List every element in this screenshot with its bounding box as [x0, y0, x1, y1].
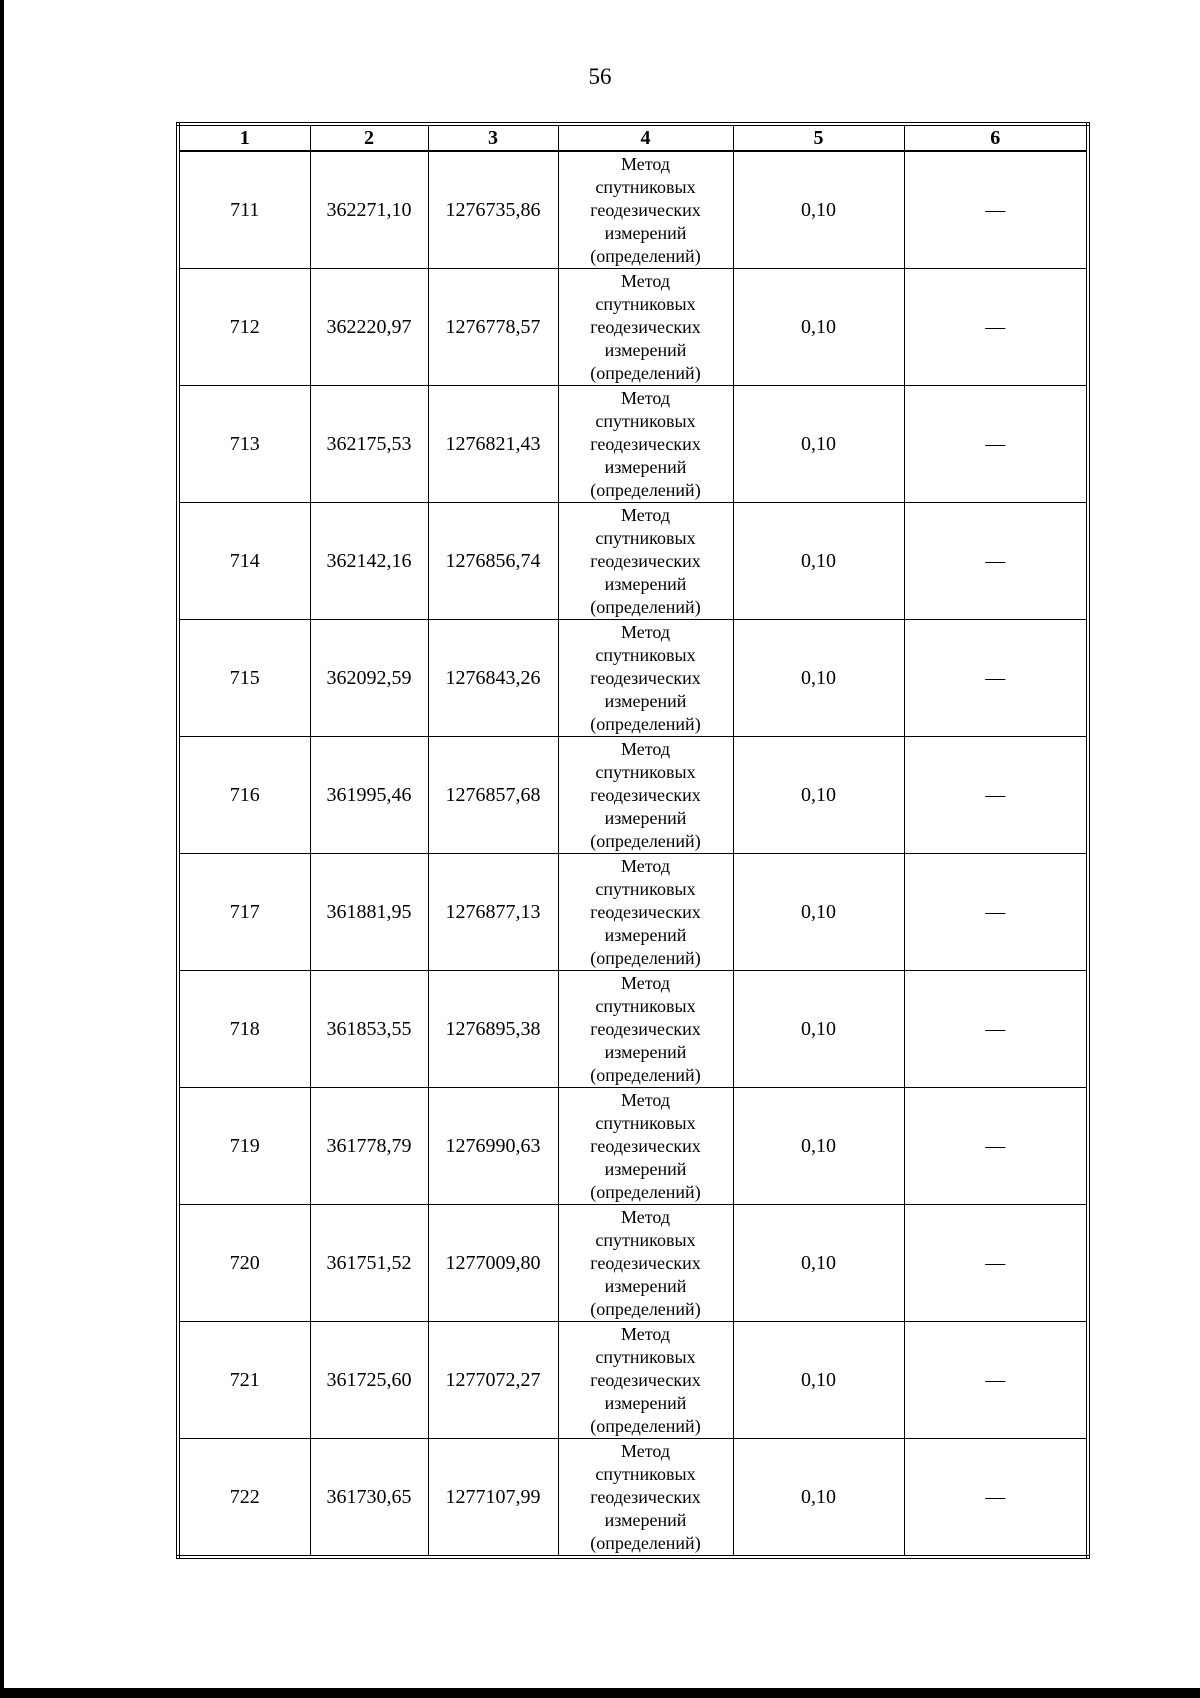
note-cell: — [904, 620, 1088, 737]
method-line: (определений) [590, 1532, 701, 1553]
table-row [178, 1322, 1088, 1439]
y-coordinate-cell: 1276856,74 [428, 503, 558, 620]
method-line: измерений [604, 456, 687, 477]
method-line: геодезических [590, 1369, 701, 1390]
method-line: геодезических [590, 1135, 701, 1156]
accuracy-cell: 0,10 [733, 620, 904, 737]
method-line: (определений) [590, 713, 701, 734]
note-cell: — [904, 1205, 1088, 1322]
header-cell-6: 6 [904, 124, 1088, 151]
method-line: спутниковых [595, 995, 696, 1016]
note-cell: — [904, 1322, 1088, 1439]
y-coordinate-cell: 1276843,26 [428, 620, 558, 737]
x-coordinate-cell: 362271,10 [310, 151, 428, 269]
method-line: (определений) [590, 947, 701, 968]
scan-bottom-edge [0, 1688, 1200, 1698]
method-line: геодезических [590, 1018, 701, 1039]
method-line: спутниковых [595, 1346, 696, 1367]
method-cell [558, 1205, 733, 1322]
method-line: спутниковых [595, 293, 696, 314]
point-number-cell: 722 [178, 1439, 310, 1558]
point-number-cell: 721 [178, 1322, 310, 1439]
x-coordinate-cell: 361853,55 [310, 971, 428, 1088]
table-row [178, 1088, 1088, 1205]
x-coordinate-cell: 361881,95 [310, 854, 428, 971]
point-number-cell: 716 [178, 737, 310, 854]
accuracy-cell: 0,10 [733, 737, 904, 854]
accuracy-cell: 0,10 [733, 1088, 904, 1205]
x-coordinate-cell: 362092,59 [310, 620, 428, 737]
note-cell: — [904, 386, 1088, 503]
x-coordinate-cell: 362175,53 [310, 386, 428, 503]
method-line: Метод [620, 738, 671, 759]
header-cell-5: 5 [733, 124, 904, 151]
method-cell [558, 1088, 733, 1205]
x-coordinate-cell: 362220,97 [310, 269, 428, 386]
method-line: (определений) [590, 1298, 701, 1319]
header-cell-3: 3 [428, 124, 558, 151]
method-cell [558, 620, 733, 737]
x-coordinate-cell: 361995,46 [310, 737, 428, 854]
method-line: спутниковых [595, 644, 696, 665]
method-line: геодезических [590, 1486, 701, 1507]
y-coordinate-cell: 1276735,86 [428, 151, 558, 269]
point-number-cell: 714 [178, 503, 310, 620]
scan-left-edge [0, 0, 4, 1698]
method-line: геодезических [590, 901, 701, 922]
page-number: 56 [588, 64, 612, 89]
point-number-cell: 712 [178, 269, 310, 386]
method-line: спутниковых [595, 410, 696, 431]
method-line: измерений [604, 1275, 687, 1296]
method-line: Метод [620, 972, 671, 993]
method-line: измерений [604, 573, 687, 594]
y-coordinate-cell: 1277107,99 [428, 1439, 558, 1558]
method-line: спутниковых [595, 527, 696, 548]
point-number-cell: 720 [178, 1205, 310, 1322]
method-line: (определений) [590, 596, 701, 617]
method-line: геодезических [590, 667, 701, 688]
method-line: спутниковых [595, 1463, 696, 1484]
method-line: измерений [604, 807, 687, 828]
method-line: измерений [604, 1392, 687, 1413]
x-coordinate-cell: 361751,52 [310, 1205, 428, 1322]
method-line: геодезических [590, 433, 701, 454]
method-cell [558, 1322, 733, 1439]
table-row [178, 971, 1088, 1088]
method-line: (определений) [590, 830, 701, 851]
method-line: спутниковых [595, 176, 696, 197]
method-line: (определений) [590, 1415, 701, 1436]
method-line: измерений [604, 339, 687, 360]
method-cell [558, 151, 733, 269]
method-line: геодезических [590, 1252, 701, 1273]
point-number-cell: 715 [178, 620, 310, 737]
table-row [178, 620, 1088, 737]
method-line: Метод [620, 504, 671, 525]
method-cell [558, 386, 733, 503]
method-line: Метод [620, 1440, 671, 1461]
method-cell [558, 971, 733, 1088]
accuracy-cell: 0,10 [733, 854, 904, 971]
point-number-cell: 717 [178, 854, 310, 971]
y-coordinate-cell: 1277009,80 [428, 1205, 558, 1322]
method-line: (определений) [590, 479, 701, 500]
method-cell [558, 269, 733, 386]
method-line: (определений) [590, 1064, 701, 1085]
method-line: измерений [604, 1509, 687, 1530]
method-line: Метод [620, 153, 671, 174]
table-header-row [178, 124, 1088, 151]
x-coordinate-cell: 361730,65 [310, 1439, 428, 1558]
table-row [178, 1439, 1088, 1558]
note-cell: — [904, 971, 1088, 1088]
point-number-cell: 719 [178, 1088, 310, 1205]
note-cell: — [904, 269, 1088, 386]
method-line: спутниковых [595, 1112, 696, 1133]
x-coordinate-cell: 362142,16 [310, 503, 428, 620]
method-cell [558, 1439, 733, 1558]
accuracy-cell: 0,10 [733, 1205, 904, 1322]
note-cell: — [904, 151, 1088, 269]
method-line: Метод [620, 621, 671, 642]
x-coordinate-cell: 361725,60 [310, 1322, 428, 1439]
method-line: измерений [604, 1158, 687, 1179]
method-line: Метод [620, 270, 671, 291]
table-body [178, 151, 1088, 1557]
accuracy-cell: 0,10 [733, 269, 904, 386]
point-number-cell: 713 [178, 386, 310, 503]
y-coordinate-cell: 1276877,13 [428, 854, 558, 971]
accuracy-cell: 0,10 [733, 971, 904, 1088]
method-line: (определений) [590, 362, 701, 383]
y-coordinate-cell: 1277072,27 [428, 1322, 558, 1439]
method-line: спутниковых [595, 1229, 696, 1250]
table-row [178, 269, 1088, 386]
accuracy-cell: 0,10 [733, 503, 904, 620]
method-line: Метод [620, 855, 671, 876]
y-coordinate-cell: 1276990,63 [428, 1088, 558, 1205]
x-coordinate-cell: 361778,79 [310, 1088, 428, 1205]
method-line: измерений [604, 690, 687, 711]
method-line: геодезических [590, 316, 701, 337]
note-cell: — [904, 1439, 1088, 1558]
method-line: геодезических [590, 199, 701, 220]
y-coordinate-cell: 1276778,57 [428, 269, 558, 386]
method-line: измерений [604, 924, 687, 945]
y-coordinate-cell: 1276895,38 [428, 971, 558, 1088]
method-line: измерений [604, 222, 687, 243]
method-line: Метод [620, 1089, 671, 1110]
method-line: геодезических [590, 784, 701, 805]
header-cell-1: 1 [178, 124, 310, 151]
y-coordinate-cell: 1276821,43 [428, 386, 558, 503]
point-number-cell: 711 [178, 151, 310, 269]
method-line: спутниковых [595, 878, 696, 899]
method-cell [558, 854, 733, 971]
point-number-cell: 718 [178, 971, 310, 1088]
method-line: измерений [604, 1041, 687, 1062]
header-cell-2: 2 [310, 124, 428, 151]
coordinates-table [176, 122, 1090, 1559]
y-coordinate-cell: 1276857,68 [428, 737, 558, 854]
method-cell [558, 737, 733, 854]
note-cell: — [904, 854, 1088, 971]
method-line: Метод [620, 1206, 671, 1227]
table-row [178, 737, 1088, 854]
accuracy-cell: 0,10 [733, 1439, 904, 1558]
accuracy-cell: 0,10 [733, 151, 904, 269]
note-cell: — [904, 1088, 1088, 1205]
note-cell: — [904, 737, 1088, 854]
accuracy-cell: 0,10 [733, 386, 904, 503]
method-line: геодезических [590, 550, 701, 571]
table-row [178, 503, 1088, 620]
table-row [178, 854, 1088, 971]
table-row [178, 1205, 1088, 1322]
method-line: Метод [620, 387, 671, 408]
table-row [178, 151, 1088, 269]
method-line: (определений) [590, 245, 701, 266]
accuracy-cell: 0,10 [733, 1322, 904, 1439]
method-line: спутниковых [595, 761, 696, 782]
method-cell [558, 503, 733, 620]
header-cell-4: 4 [558, 124, 733, 151]
table-row [178, 386, 1088, 503]
method-line: (определений) [590, 1181, 701, 1202]
note-cell: — [904, 503, 1088, 620]
method-line: Метод [620, 1323, 671, 1344]
